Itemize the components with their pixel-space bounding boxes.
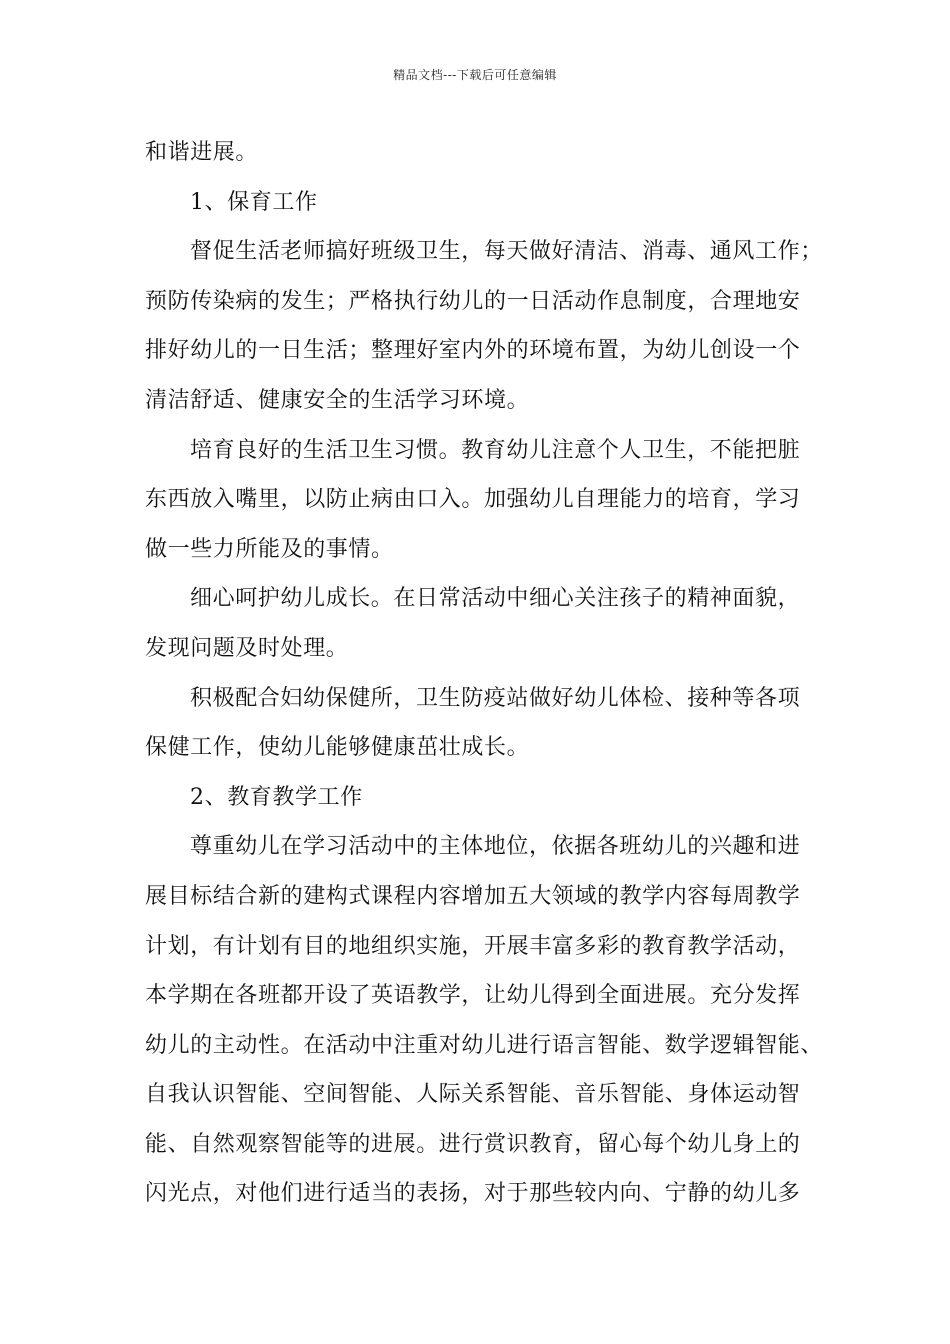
section-heading-teaching: 2、教育教学工作 [190,784,363,810]
section-heading-childcare: 1、保育工作 [190,189,318,215]
text-line: 排好幼儿的一日生活；整理好室内外的环境布置，为幼儿创设一个 [145,338,801,364]
text-line: 本学期在各班都开设了英语教学，让幼儿得到全面进展。充分发挥 [145,983,801,1009]
text-line: 细心呵护幼儿成长。在日常活动中细心关注孩子的精神面貌， [190,586,801,612]
text-line: 清洁舒适、健康安全的生活学习环境。 [145,387,530,413]
text-line: 幼儿的主动性。在活动中注重对幼儿进行语言智能、数学逻辑智能、 [145,1032,824,1058]
text-line: 和谐进展。 [145,140,259,165]
text-line: 预防传染病的发生；严格执行幼儿的一日活动作息制度，合理地安 [145,288,801,314]
text-line: 培育良好的生活卫生习惯。教育幼儿注意个人卫生，不能把脏 [190,437,801,463]
text-line: 闪光点，对他们进行适当的表扬，对于那些较内向、宁静的幼儿多 [145,1181,801,1207]
text-line: 督促生活老师搞好班级卫生，每天做好清洁、消毒、通风工作； [190,239,823,265]
text-line: 尊重幼儿在学习活动中的主体地位，依据各班幼儿的兴趣和进 [190,834,801,860]
text-line: 东西放入嘴里，以防止病由口入。加强幼儿自理能力的培育，学习 [145,487,801,513]
text-line: 保健工作，使幼儿能够健康茁壮成长。 [145,735,530,761]
text-line: 做一些力所能及的事情。 [145,536,394,562]
text-line: 能、自然观察智能等的进展。进行赏识教育，留心每个幼儿身上的 [145,1131,801,1157]
text-line: 展目标结合新的建构式课程内容增加五大领域的教学内容每周教学 [145,883,801,909]
text-line: 积极配合妇幼保健所，卫生防疫站做好幼儿体检、接种等各项 [190,685,801,711]
body-text [145,128,825,1219]
text-line: 计划，有计划有目的地组织实施，开展丰富多彩的教育教学活动， [145,933,801,959]
text-line: 发现问题及时处理。 [145,635,349,661]
text-line: 自我认识智能、空间智能、人际关系智能、音乐智能、身体运动智 [145,1082,801,1108]
page-header: 精品文档---下载后可任意编辑 [393,68,557,82]
